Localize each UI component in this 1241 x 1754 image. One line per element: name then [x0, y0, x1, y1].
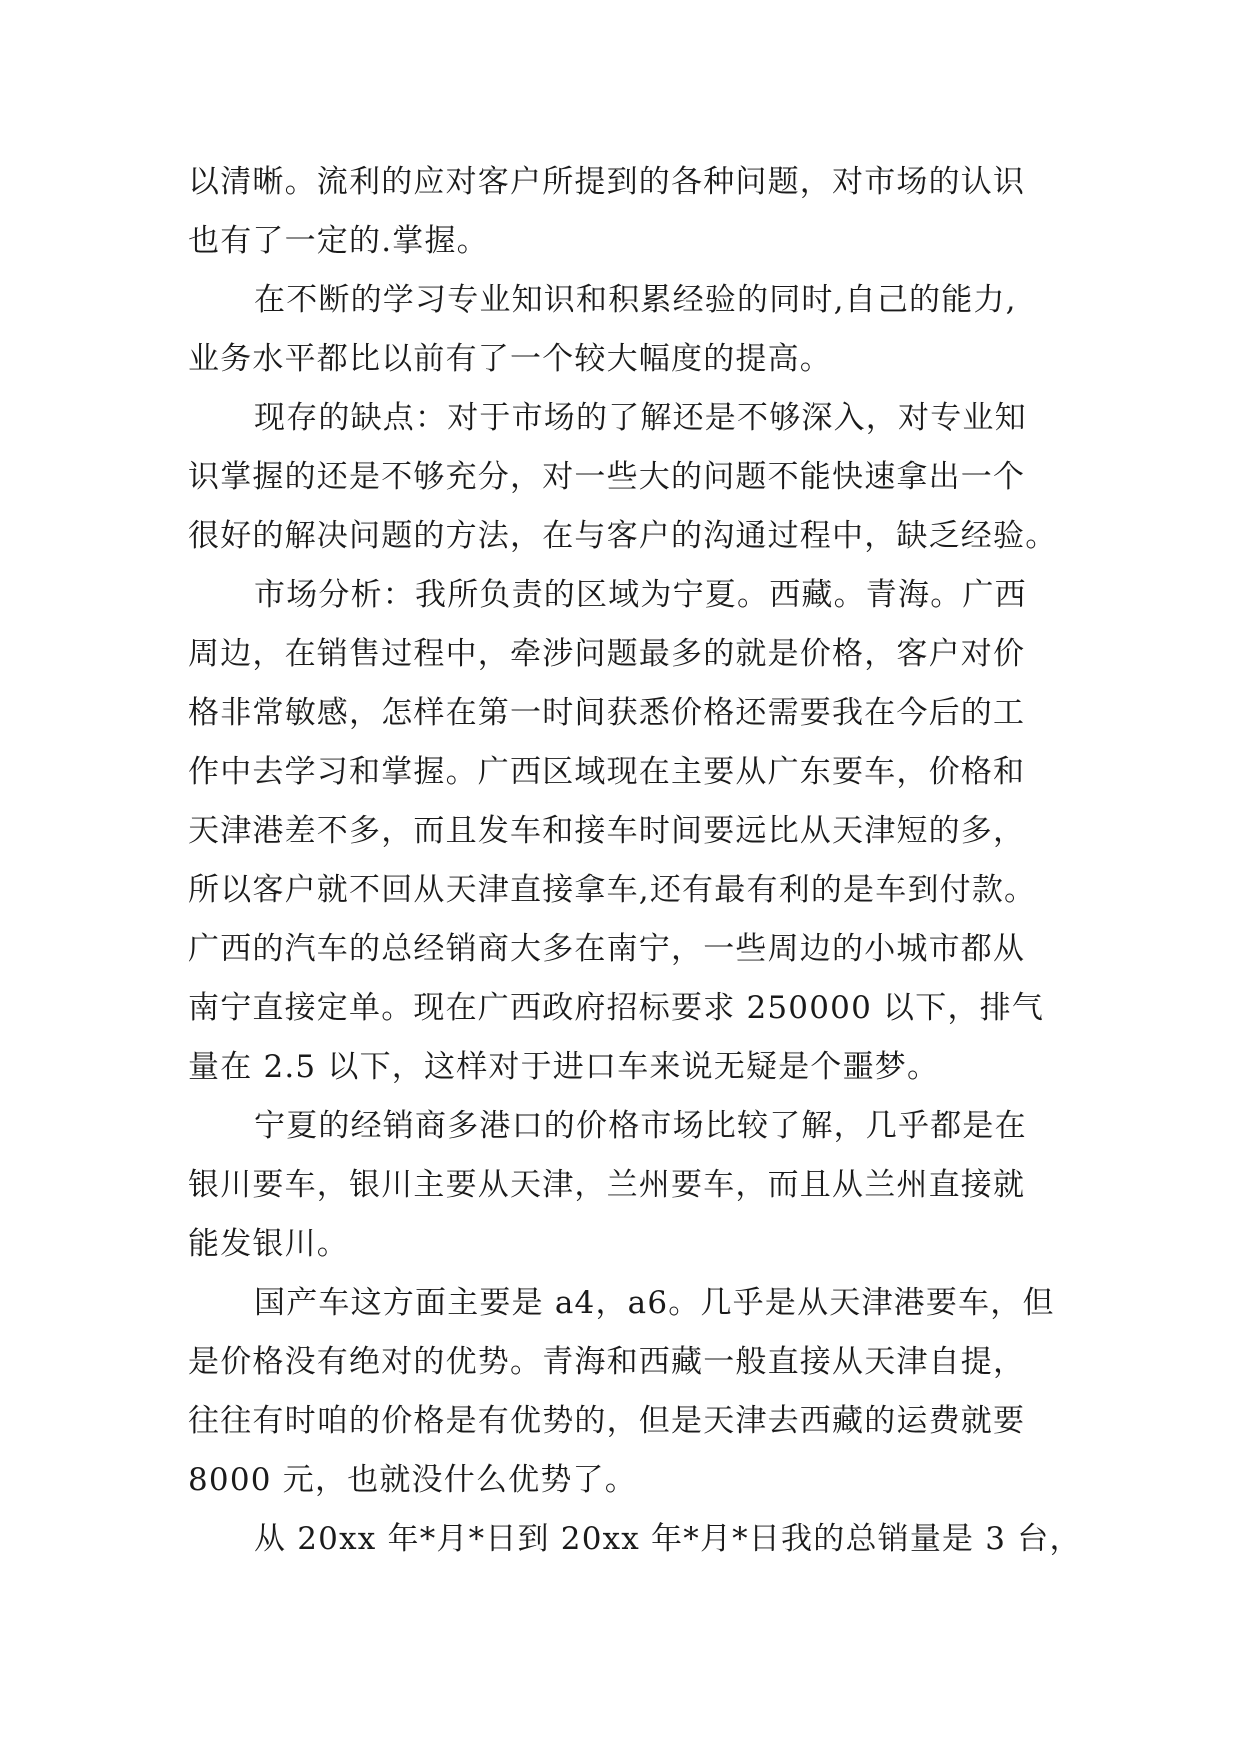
text-line: 能发银川。: [188, 1226, 349, 1262]
text-line: 作中去学习和掌握。广西区域现在主要从广东要车，价格和: [188, 754, 1026, 790]
text-line: 所以客户就不回从天津直接拿车,还有最有利的是车到付款。: [188, 872, 1037, 908]
text-line: 业务水平都比以前有了一个较大幅度的提高。: [188, 341, 832, 377]
text-line: 格非常敏感，怎样在第一时间获悉价格还需要我在今后的工: [188, 695, 1026, 731]
text-line: 识掌握的还是不够充分，对一些大的问题不能快速拿出一个: [188, 459, 1026, 495]
text-line: 是价格没有绝对的优势。青海和西藏一般直接从天津自提，: [188, 1344, 1026, 1380]
text-line: 量在 2.5 以下，这样对于进口车来说无疑是个噩梦。: [188, 1049, 940, 1085]
paragraph-start-line: 国产车这方面主要是 a4，a6。几乎是从天津港要车，但: [254, 1285, 1055, 1321]
text-line: 周边，在销售过程中，牵涉问题最多的就是价格，客户对价: [188, 636, 1026, 672]
text-line: 很好的解决问题的方法，在与客户的沟通过程中，缺乏经验。: [188, 518, 1058, 554]
paragraph-start-line: 宁夏的经销商多港口的价格市场比较了解，几乎都是在: [254, 1108, 1027, 1144]
paragraph-start-line: 在不断的学习专业知识和积累经验的同时,自己的能力,: [254, 282, 1017, 318]
text-line: 银川要车，银川主要从天津，兰州要车，而且从兰州直接就: [188, 1167, 1026, 1203]
paragraph-start-line: 市场分析：我所负责的区域为宁夏。西藏。青海。广西: [254, 577, 1027, 613]
paragraph-start-line: 从 20xx 年*月*日到 20xx 年*月*日我的总销量是 3 台，: [254, 1521, 1082, 1557]
text-line: 也有了一定的.掌握。: [188, 223, 489, 259]
paragraph-start-line: 现存的缺点：对于市场的了解还是不够深入，对专业知: [254, 400, 1027, 436]
text-line: 广西的汽车的总经销商大多在南宁，一些周边的小城市都从: [188, 931, 1026, 967]
text-line: 南宁直接定单。现在广西政府招标要求 250000 以下，排气: [188, 990, 1045, 1026]
text-line: 以清晰。流利的应对客户所提到的各种问题，对市场的认识: [188, 164, 1026, 200]
text-line: 往往有时咱的价格是有优势的，但是天津去西藏的运费就要: [188, 1403, 1026, 1439]
text-line: 8000 元，也就没什么优势了。: [188, 1462, 637, 1498]
text-line: 天津港差不多，而且发车和接车时间要远比从天津短的多，: [188, 813, 1026, 849]
body-text: [188, 153, 1088, 1569]
